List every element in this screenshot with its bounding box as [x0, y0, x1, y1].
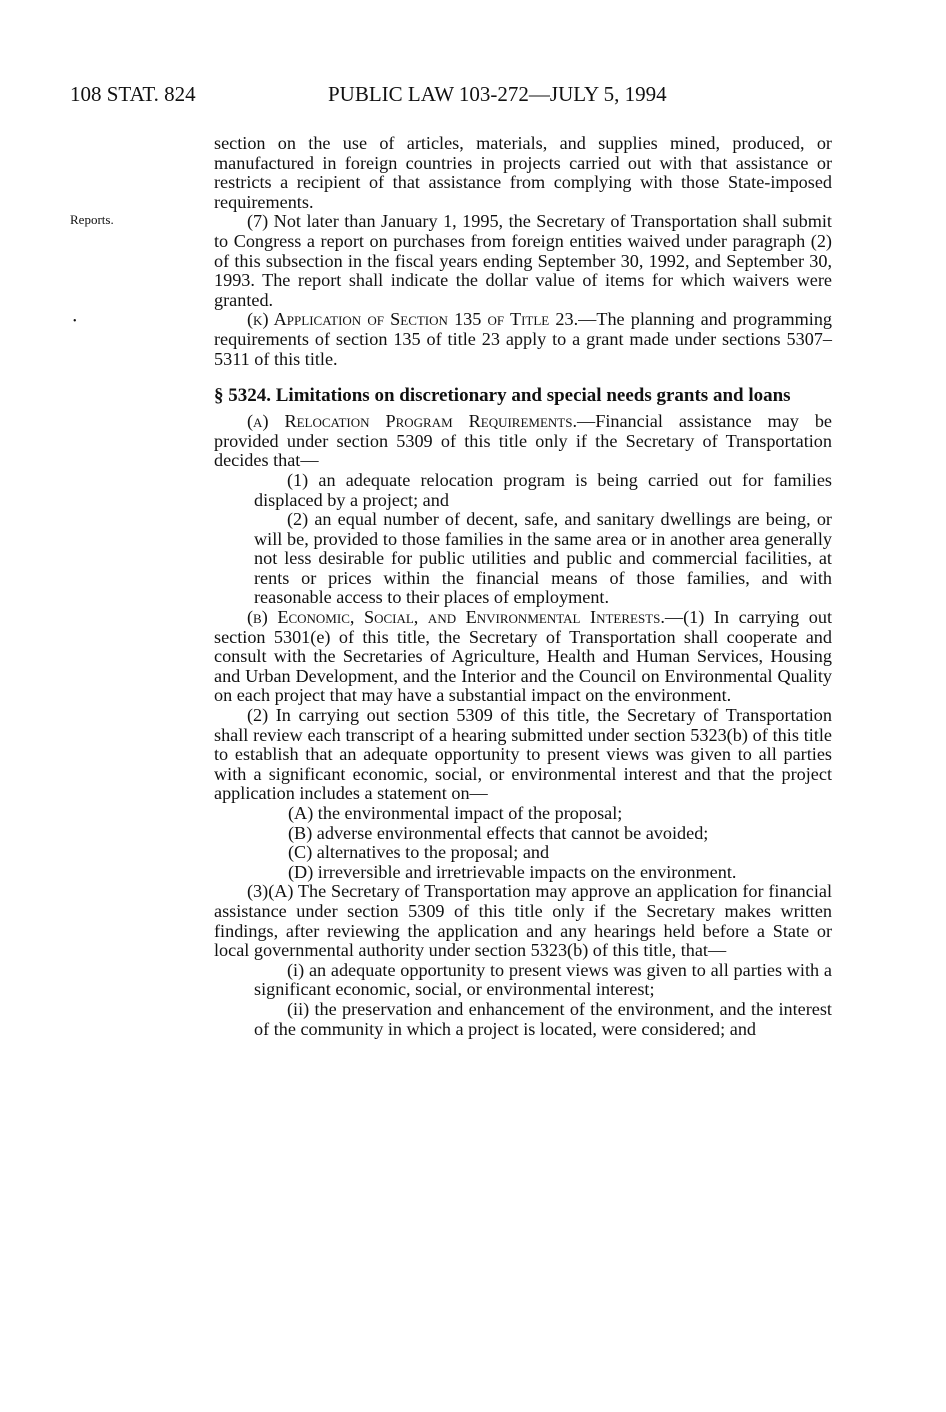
subsection-b-item-C: (C) alternatives to the proposal; and	[288, 842, 550, 863]
subsection-b-item-D: (D) irreversible and irretrievable impacts on the environment.	[288, 861, 737, 882]
subsection-b-item-B: (B) adverse environmental effects that cannot be avoided;	[288, 822, 709, 843]
statute-page-reference: 108 STAT. 824	[70, 82, 196, 106]
section-5324-heading: § 5324. Limitations on discretionary and special needs grants and loans	[214, 385, 791, 407]
subsection-b-item-A: (A) the environmental impact of the proposal;	[288, 803, 623, 823]
paragraph-k-text: —The planning and programming requirements of section 135 of title 23 apply to a grant made under sections 5307–5311 of this title.	[214, 309, 833, 369]
subsection-b-paragraph-2: (2) In carrying out section 5309 of this title, the Secretary of Transportation shall review each transcript of a hearing submitted under section 5323(b) of this title to establish that an adequate opportunity to present views was given to all parties with a significant economic, social, or environmental interest and that the project application includes a statement on—	[214, 705, 832, 804]
paragraph-k	[214, 310, 832, 369]
subsection-b-text: —(1) In carrying out section 5301(e) of this title, the Secretary of Transportation shall cooperate and consult with the Secretaries of Agriculture, Health and Human Services, Housing and Urban Development, and the Interior and the Council on Environmental Quality on each project that may have a substantial impact on the environment.	[214, 607, 832, 706]
document-body	[214, 134, 832, 1039]
paragraph-7-reports: (7) Not later than January 1, 1995, the Secretary of Transportation shall submit to Congress a report on purchases from foreign entities waived under paragraph (2) of this subsection in the fiscal years ending September 30, 1992, and September 30, 1993. The report shall indicate the dollar value of items for which waivers were granted.	[214, 211, 832, 310]
page-header	[70, 82, 946, 112]
subsection-a-item-1: (1) an adequate relocation program is being carried out for families displaced by a project; and	[254, 469, 832, 510]
subsection-a	[214, 412, 832, 471]
subsection-b	[214, 608, 832, 706]
public-law-title: PUBLIC LAW 103-272—JULY 5, 1994	[328, 82, 667, 106]
margin-note-reports: Reports.	[70, 212, 114, 227]
subsection-b-item-ii: (ii) the preservation and enhancement of the environment, and the interest of the community in which a project is located, were considered; and	[254, 998, 832, 1039]
subsection-b-item-i: (i) an adequate opportunity to present views was given to all parties with a significant economic, social, or environmental interest;	[254, 959, 832, 1000]
paragraph-continuation: section on the use of articles, materials, and supplies mined, produced, or manufactured in foreign countries in projects carried out with that assistance or restricts a recipient of that assistance from complying with those State-imposed requirements.	[214, 133, 832, 212]
paragraph-k-heading: (k) Application of Section 135 of Title 23.	[247, 309, 579, 330]
subsection-b-paragraph-3: (3)(A) The Secretary of Transportation may approve an application for financial assistance under section 5309 of this title only if the Secretary makes written findings, after reviewing the application and any hearings held before a State or local governmental authority under section 5323(b) of this title, that—	[214, 881, 832, 961]
subsection-a-item-2: (2) an equal number of decent, safe, and sanitary dwellings are being, or will be, provided to those families in the same area or in another area generally not less desirable for public utilities and public and commercial facilities, at rents or prices within the financial means of those families, and with reasonable access to their places of employment.	[254, 509, 832, 608]
subsection-b-heading: (b) Economic, Social, and Environmental Interests.	[247, 607, 665, 628]
margin-dot: •	[73, 316, 77, 327]
subsection-a-text: —Financial assistance may be provided under section 5309 of this title only if the Secretary of Transportation decides that—	[214, 411, 832, 471]
subsection-a-heading: (a) Relocation Program Requirements.	[247, 411, 578, 432]
